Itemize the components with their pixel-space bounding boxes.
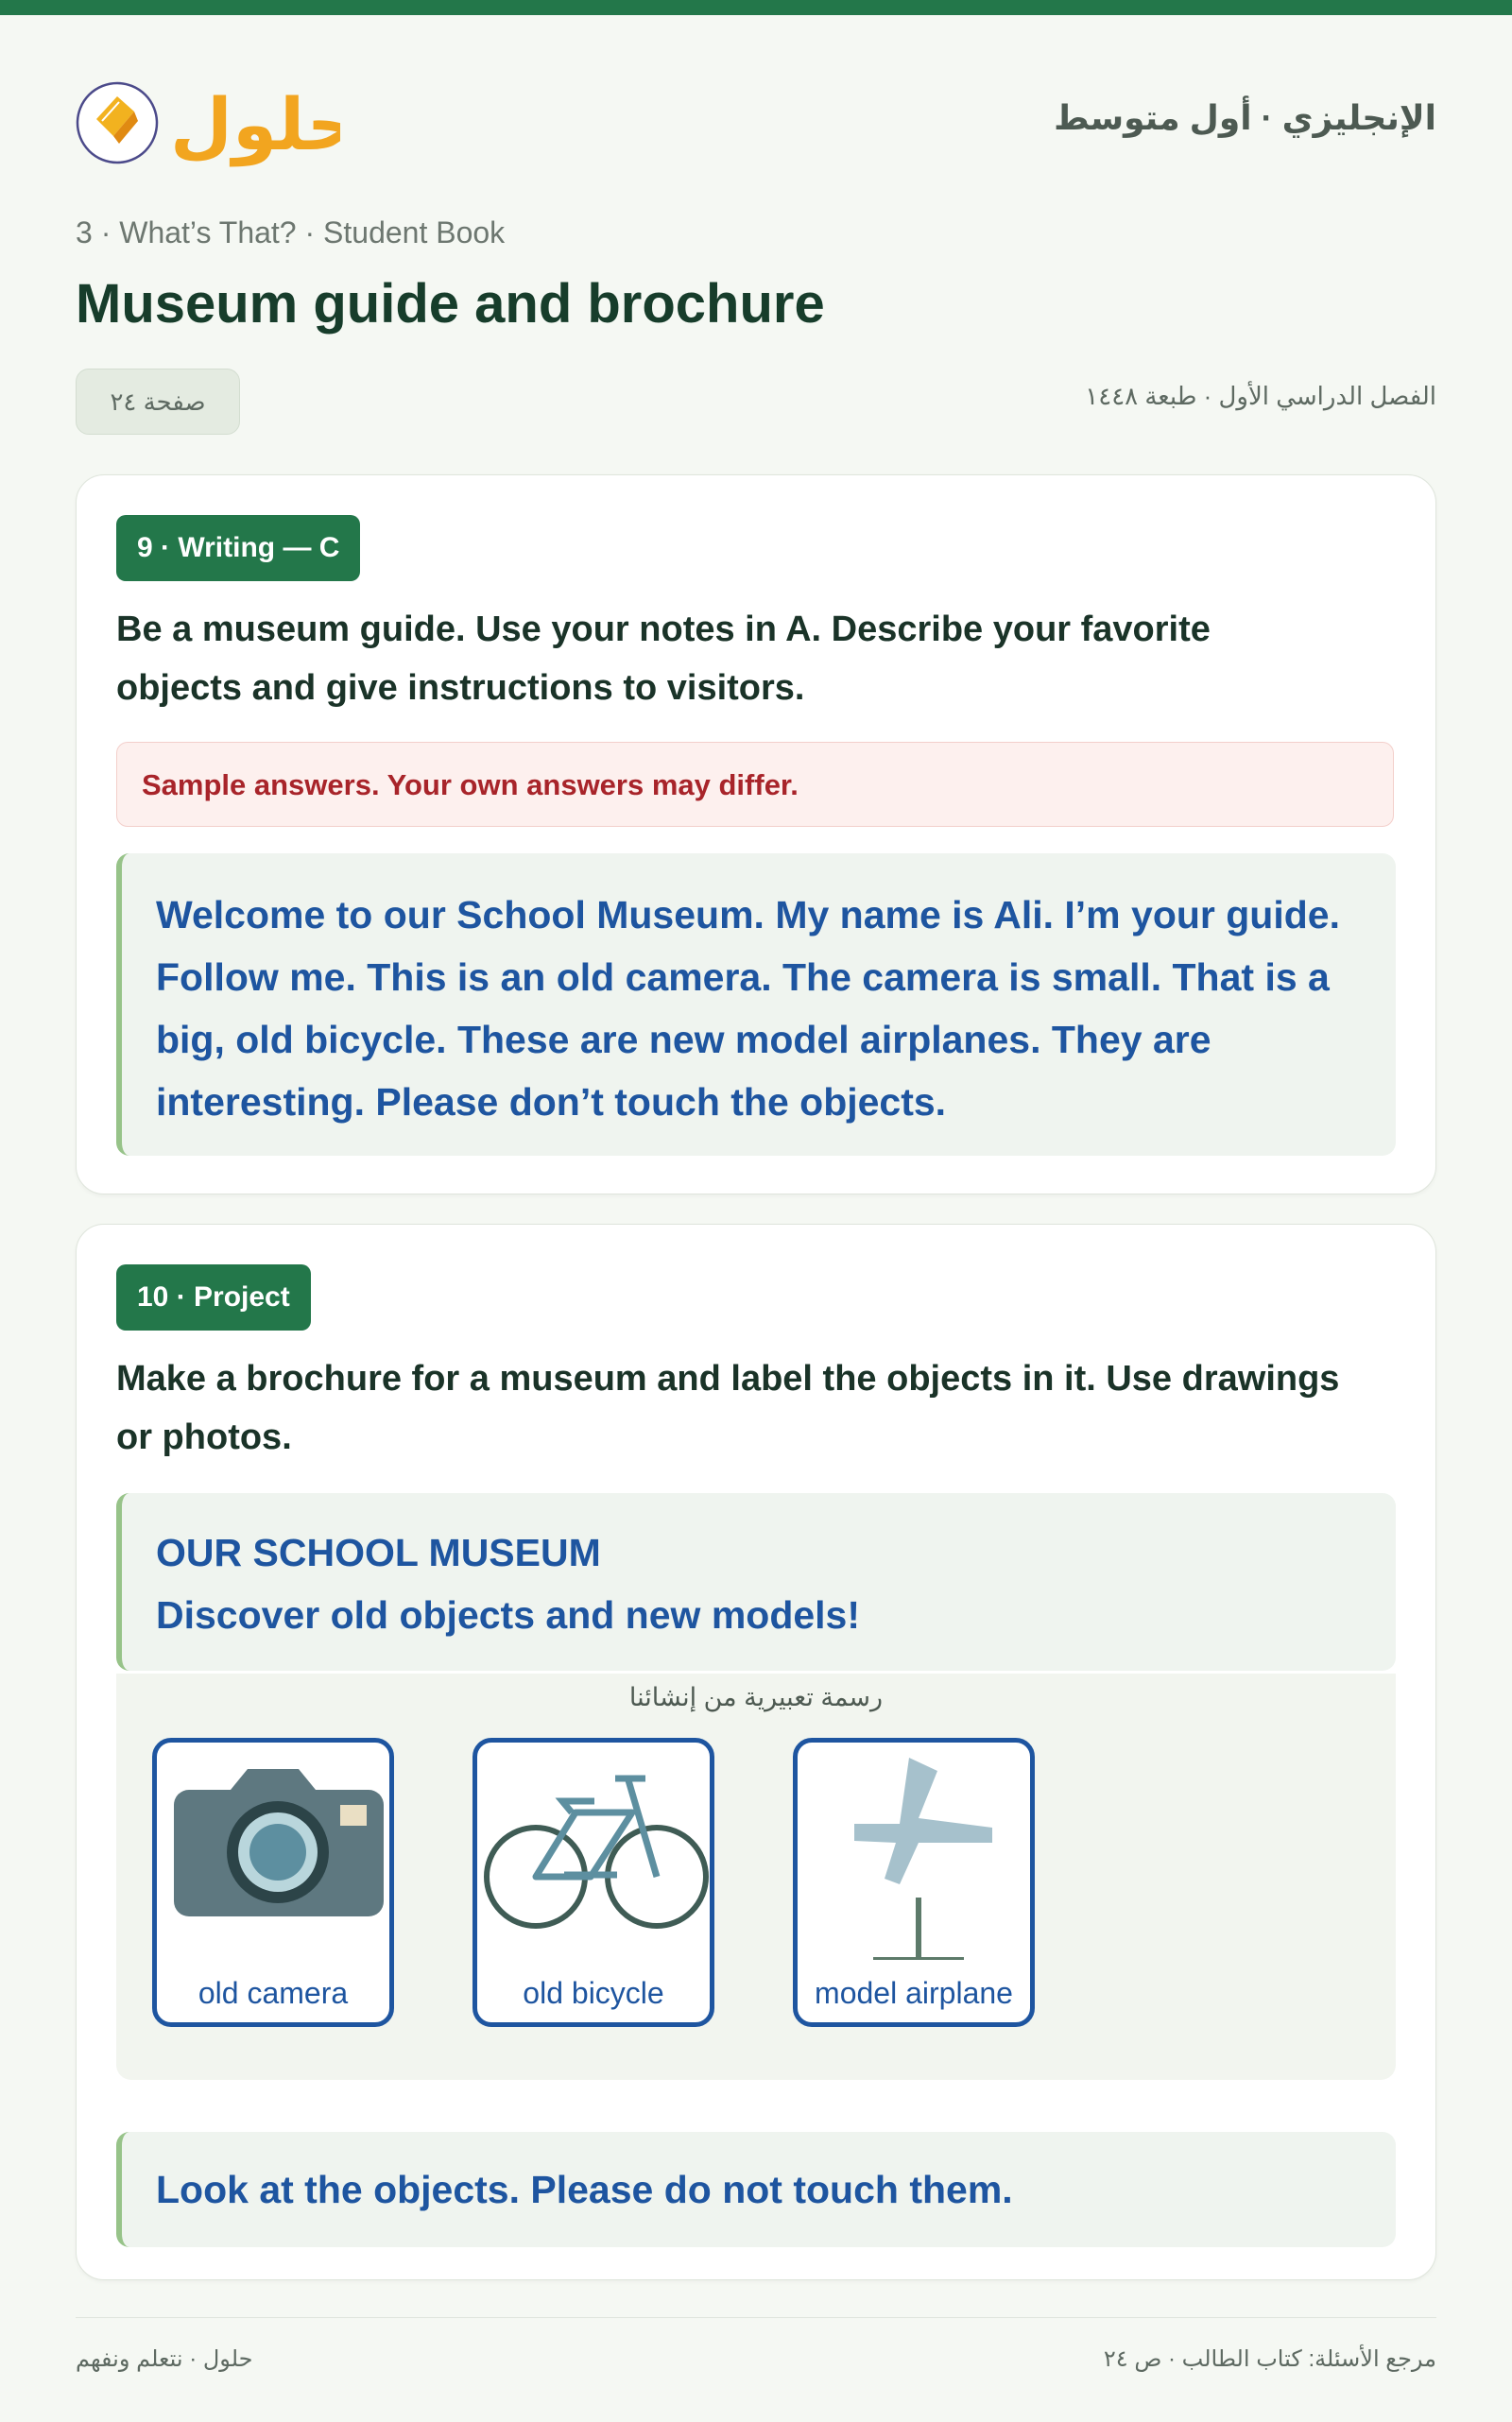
top-accent-bar [0, 0, 1512, 15]
footer-brand: حلول · نتعلم ونفهم [76, 2346, 253, 2372]
breadcrumb[interactable]: 3 · What’s That? · Student Book [76, 215, 506, 249]
brochure-drawing-area [116, 1674, 1396, 2080]
footer-reference: مرجع الأسئلة: كتاب الطالب · ص ٢٤ [1103, 2346, 1436, 2372]
object-label-bicycle: old bicycle [523, 1976, 664, 2010]
sample-answer-note: Sample answers. Your own answers may differ. [116, 742, 1394, 827]
page-title: Museum guide and brochure [76, 273, 825, 335]
object-tile-camera [152, 1738, 394, 2027]
page-number-badge: صفحة ٢٤ [76, 369, 240, 435]
writing-answer: Welcome to our School Museum. My name is Ali. I’m your guide. Follow me. This is an old camera. The camera is small. That is a big, old bicycle. These are new model airplanes. They are interesting. Please don’t touch the objects. [116, 853, 1396, 1156]
writing-section-card [76, 474, 1436, 1194]
airplane-icon [798, 1752, 1030, 1960]
term-edition: الفصل الدراسي الأول · طبعة ١٤٤٨ [1085, 382, 1436, 410]
object-tile-bicycle [472, 1738, 714, 2027]
bicycle-icon [477, 1752, 710, 1960]
writing-instruction: Be a museum guide. Use your notes in A. Describe your favorite objects and give instructions to visitors. [116, 610, 1211, 708]
writing-section-badge: 9 · Writing — C [116, 515, 360, 581]
camera-icon [157, 1752, 389, 1960]
footer-divider [76, 2317, 1436, 2318]
project-section-badge: 10 · Project [116, 1264, 311, 1331]
project-section-card [76, 1224, 1436, 2280]
brochure-title: OUR SCHOOL MUSEUM [156, 1531, 601, 1574]
brochure-heading-box [116, 1493, 1396, 1671]
brochure-subtitle: Discover old objects and new models! [156, 1593, 861, 1637]
book-logo-icon [76, 64, 340, 168]
page-header [76, 64, 1436, 168]
object-label-airplane: model airplane [815, 1976, 1013, 2010]
object-tile-airplane [793, 1738, 1035, 2027]
drawing-caption: رسمة تعبيرية من إنشائنا [628, 1683, 884, 1711]
subject-grade: الإنجليزي · أول متوسط [1054, 98, 1436, 137]
logo-text: حلول [170, 82, 340, 166]
site-logo[interactable] [76, 64, 340, 168]
brochure-closing: Look at the objects. Please do not touch them. [116, 2132, 1396, 2247]
project-instruction: Make a brochure for a museum and label the objects in it. Use drawings or photos. [116, 1359, 1340, 1457]
object-label-camera: old camera [198, 1976, 349, 2010]
